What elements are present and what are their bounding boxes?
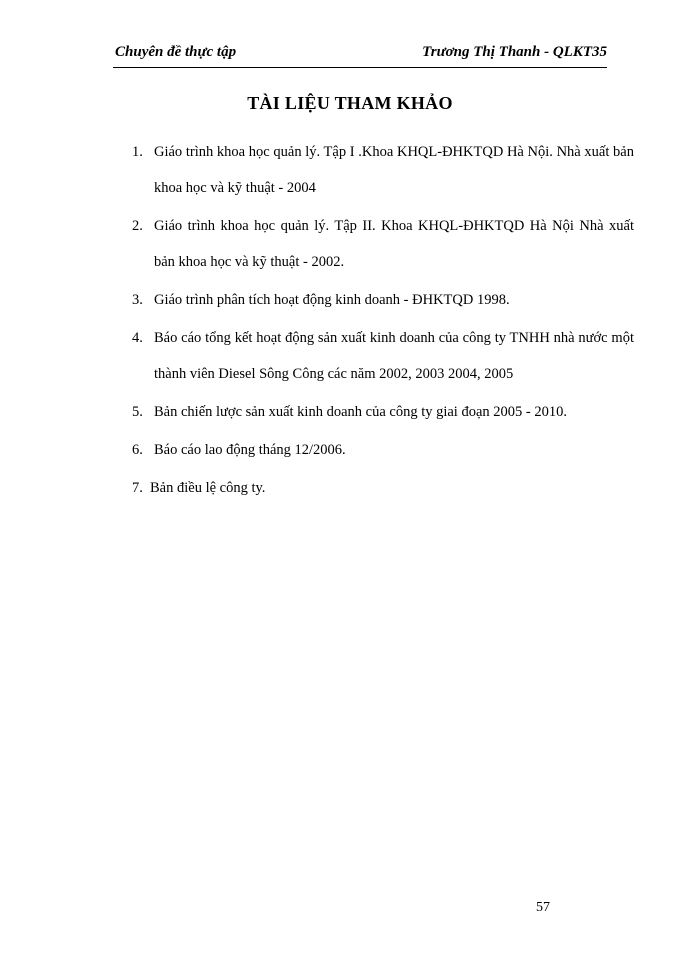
header-author: Trương Thị Thanh - QLKT35 xyxy=(422,44,607,60)
page-header xyxy=(115,44,607,66)
reference-text: Báo cáo tổng kết hoạt động sản xuất kinh doanh của công ty TNHH nhà nước một thành viên Diesel Sông Công các năm 2002, 2003 2004, 2005 xyxy=(154,330,634,382)
reference-item xyxy=(132,470,634,506)
reference-number: 2. xyxy=(132,218,143,234)
reference-item xyxy=(132,208,634,280)
reference-text: Giáo trình khoa học quản lý. Tập II. Khoa KHQL-ĐHKTQD Hà Nội Nhà xuất bản khoa học và kỹ thuật - 2002. xyxy=(154,218,634,270)
reference-item xyxy=(132,282,634,318)
reference-text: Báo cáo lao động tháng 12/2006. xyxy=(154,442,346,458)
reference-number: 4. xyxy=(132,330,143,346)
page-number: 57 xyxy=(536,900,550,915)
header-divider xyxy=(113,67,607,68)
header-document-type: Chuyên đề thực tập xyxy=(115,44,237,60)
reference-item xyxy=(132,394,634,430)
reference-number: 6. xyxy=(132,442,143,458)
reference-number: 5. xyxy=(132,404,143,420)
reference-item xyxy=(132,320,634,392)
reference-text: Bản điều lệ công ty. xyxy=(150,480,266,496)
reference-text: Bản chiến lược sản xuất kinh doanh của công ty giai đoạn 2005 - 2010. xyxy=(154,404,567,420)
reference-item xyxy=(132,432,634,468)
reference-text: Giáo trình phân tích hoạt động kinh doanh - ĐHKTQD 1998. xyxy=(154,292,510,308)
page-title: TÀI LIỆU THAM KHẢO xyxy=(247,93,453,113)
reference-text: Giáo trình khoa học quản lý. Tập I .Khoa KHQL-ĐHKTQD Hà Nội. Nhà xuất bản khoa học và kỹ thuật - 2004 xyxy=(154,144,634,196)
reference-item xyxy=(132,134,634,206)
reference-number: 3. xyxy=(132,292,143,308)
reference-list xyxy=(132,134,634,508)
reference-number: 7. xyxy=(132,480,143,496)
reference-number: 1. xyxy=(132,144,143,160)
